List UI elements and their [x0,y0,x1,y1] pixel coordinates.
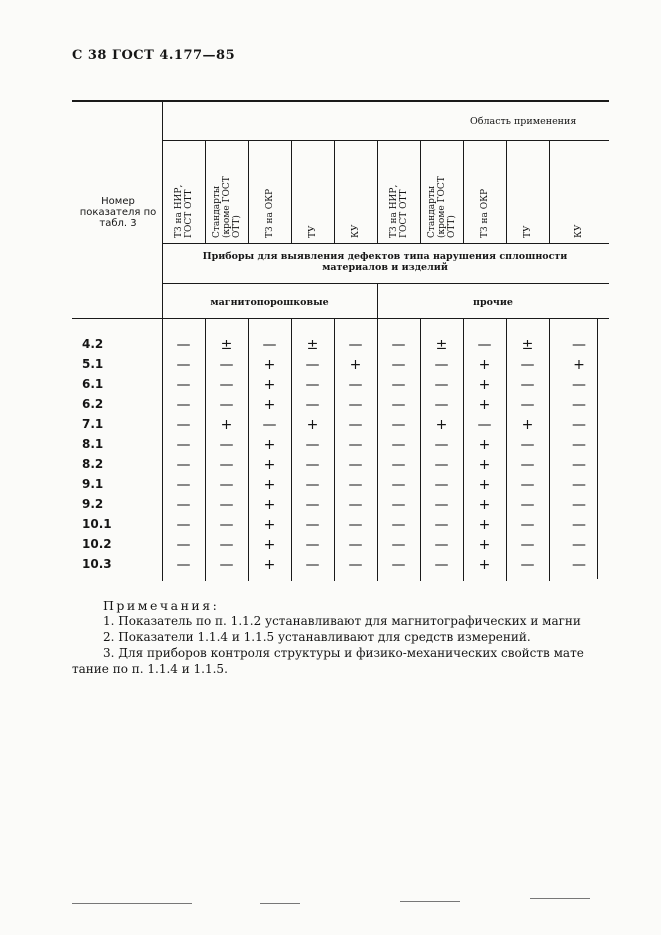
table-cell: — [262,417,277,433]
column-divider [463,141,464,243]
table-cell: + [478,477,491,493]
table-cell: — [176,497,191,513]
table-cell: — [391,557,406,573]
column-divider [420,141,421,243]
table-cell: ± [521,337,534,353]
row-number: 9.2 [82,497,104,511]
table-cell: + [263,437,276,453]
table-cell: — [572,477,586,493]
table-cell: — [176,417,191,433]
body-column-divider [549,319,550,581]
table-cell: — [434,437,449,453]
column-header: КУ [350,224,361,238]
footer-mark [400,901,460,902]
row-number: 8.2 [82,457,104,471]
table-cell: + [263,357,276,373]
table-cell: — [477,417,492,433]
table-cell: + [349,357,362,373]
area-rule [162,140,609,141]
table-cell: + [478,437,491,453]
table-cell: — [305,537,320,553]
table-cell: — [176,557,191,573]
table-top-rule [72,100,609,102]
body-column-divider [463,319,464,581]
table-cell: — [434,557,449,573]
column-header: КУ [574,224,584,238]
table-cell: + [478,397,491,413]
table-cell: — [348,397,363,413]
table-cell: — [219,517,234,533]
column-header: Стандарты (кроме ГОСТ ОТТ) [211,176,242,238]
table-cell: — [520,557,535,573]
row-number: 9.1 [82,477,104,491]
table-cell: — [520,397,535,413]
row-number: 10.2 [82,537,112,551]
column-divider [291,141,292,243]
table-cell: — [348,477,363,493]
column-divider [334,141,335,243]
table-cell: — [219,377,234,393]
note-4: тание по п. 1.1.4 и 1.1.5. [72,662,228,676]
table-cell: — [391,377,406,393]
table-cell: — [391,357,406,373]
page-header: С 38 ГОСТ 4.177—85 [72,48,236,63]
table-cell: — [391,517,406,533]
table-cell: + [263,557,276,573]
table-cell: + [478,377,491,393]
table-cell: — [520,377,535,393]
table-cell: — [348,337,363,353]
table-cell: — [391,477,406,493]
table-cell: — [305,357,320,373]
table-cell: — [348,437,363,453]
row-number: 4.2 [82,337,104,351]
table-cell: — [434,497,449,513]
table-cell: + [263,537,276,553]
table-cell: — [176,457,191,473]
table-cell: — [219,557,234,573]
column-header: ТУ [307,225,318,238]
table-cell: ± [435,337,448,353]
table-cell: — [391,397,406,413]
table-cell: — [176,437,191,453]
table-cell: — [176,477,191,493]
table-cell: — [391,497,406,513]
table-cell: + [263,397,276,413]
table-cell: — [219,437,234,453]
footer-mark [260,903,300,904]
table-cell: — [572,437,586,453]
table-cell: — [391,457,406,473]
table-cell: — [176,537,191,553]
column-divider [377,141,378,243]
row-number: 8.1 [82,437,104,451]
table-cell: — [391,417,406,433]
column-divider [248,141,249,243]
body-column-divider [162,319,163,581]
table-cell: + [263,477,276,493]
body-column-divider [506,319,507,581]
group-other: прочие [473,297,513,308]
table-cell: — [434,457,449,473]
column-header: ТЗ на НИР, ГОСТ ОТТ [173,184,194,238]
table-cell: — [572,397,586,413]
table-cell: — [219,537,234,553]
table-cell: — [520,477,535,493]
column-header: ТЗ на НИР, ГОСТ ОТТ [388,184,409,238]
table-cell: — [477,337,492,353]
notes-title: Примечания: [103,598,220,613]
header-bottom-rule [72,318,609,319]
table-cell: + [478,537,491,553]
table-cell: — [305,397,320,413]
table-cell: — [305,557,320,573]
table-cell: — [434,397,449,413]
table-cell: — [434,537,449,553]
columns-rule [162,243,609,244]
table-cell: + [478,557,491,573]
table-cell: + [573,357,585,373]
table-cell: — [434,477,449,493]
table-cell: — [572,557,586,573]
column-divider [205,141,206,243]
table-cell: + [220,417,233,433]
table-cell: — [572,517,586,533]
table-cell: — [348,417,363,433]
table-cell: ± [306,337,319,353]
table-cell: + [478,457,491,473]
table-cell: — [520,497,535,513]
row-number: 6.1 [82,377,104,391]
column-header: ТУ [522,225,533,238]
table-cell: + [478,517,491,533]
column-divider [549,141,550,243]
column-header: ТЗ на ОКР [264,188,275,238]
table-cell: — [572,377,586,393]
column-divider [506,141,507,243]
table-cell: — [305,457,320,473]
row-number: 5.1 [82,357,104,371]
note-1: 1. Показатель по п. 1.1.2 устанавливают для магнитографических и магни [103,614,581,628]
table-cell: — [176,357,191,373]
table-cell: + [478,497,491,513]
table-cell: — [520,517,535,533]
table-cell: — [520,537,535,553]
body-column-divider [377,319,378,581]
footer-mark [72,903,192,904]
table-cell: — [262,337,277,353]
table-cell: — [572,457,586,473]
table-cell: — [434,357,449,373]
table-cell: — [176,337,191,353]
table-cell: + [263,457,276,473]
table-cell: — [572,337,586,353]
table-cell: — [520,457,535,473]
table-cell: — [305,377,320,393]
note-3: 3. Для приборов контроля структуры и физико-механических свойств мате [103,646,584,660]
table-cell: — [219,457,234,473]
body-column-divider [205,319,206,581]
body-column-divider [334,319,335,581]
table-cell: + [435,417,448,433]
table-cell: — [219,477,234,493]
table-cell: + [478,357,491,373]
area-of-application-label: Область применения [470,116,577,127]
table-cell: — [572,497,586,513]
column-header: ТЗ на ОКР [479,188,490,238]
footer-mark [530,898,590,899]
row-number: 6.2 [82,397,104,411]
group-magnetic-powder: магнитопорошковые [210,297,329,308]
table-cell: — [348,457,363,473]
table-cell: — [219,357,234,373]
body-column-divider [597,319,598,579]
table-cell: — [305,517,320,533]
table-cell: + [521,417,534,433]
body-column-divider [291,319,292,581]
table-cell: — [572,537,586,553]
row-number: 7.1 [82,417,104,431]
table-cell: — [434,377,449,393]
note-2: 2. Показатели 1.1.4 и 1.1.5 устанавливают для средств измерений. [103,630,531,644]
devices-label: Приборы для выявления дефектов типа нарушения сплошности материалов и изделий [202,251,568,273]
table-cell: — [348,497,363,513]
table-cell: + [263,497,276,513]
table-cell: — [176,377,191,393]
table-cell: — [520,437,535,453]
table-cell: — [348,377,363,393]
row-number-header: Номер показателя по табл. 3 [79,196,157,229]
table-cell: — [305,437,320,453]
table-cell: — [520,357,535,373]
table-cell: — [305,497,320,513]
table-cell: — [176,517,191,533]
table-cell: ± [220,337,233,353]
table-cell: — [391,537,406,553]
table-cell: — [391,437,406,453]
table-cell: — [348,537,363,553]
table-cell: + [306,417,319,433]
table-cell: + [263,517,276,533]
table-cell: — [348,517,363,533]
table-cell: — [434,517,449,533]
table-cell: — [219,397,234,413]
table-cell: — [176,397,191,413]
body-column-divider [420,319,421,581]
row-number: 10.3 [82,557,112,571]
body-column-divider [248,319,249,581]
table-cell: — [391,337,406,353]
table-cell: + [263,377,276,393]
row-number: 10.1 [82,517,112,531]
table-cell: — [348,557,363,573]
table-cell: — [572,417,586,433]
column-header: Стандарты (кроме ГОСТ ОТТ) [426,176,457,238]
table-cell: — [305,477,320,493]
devices-rule [162,283,609,284]
header-divider [162,100,163,318]
table-cell: — [219,497,234,513]
